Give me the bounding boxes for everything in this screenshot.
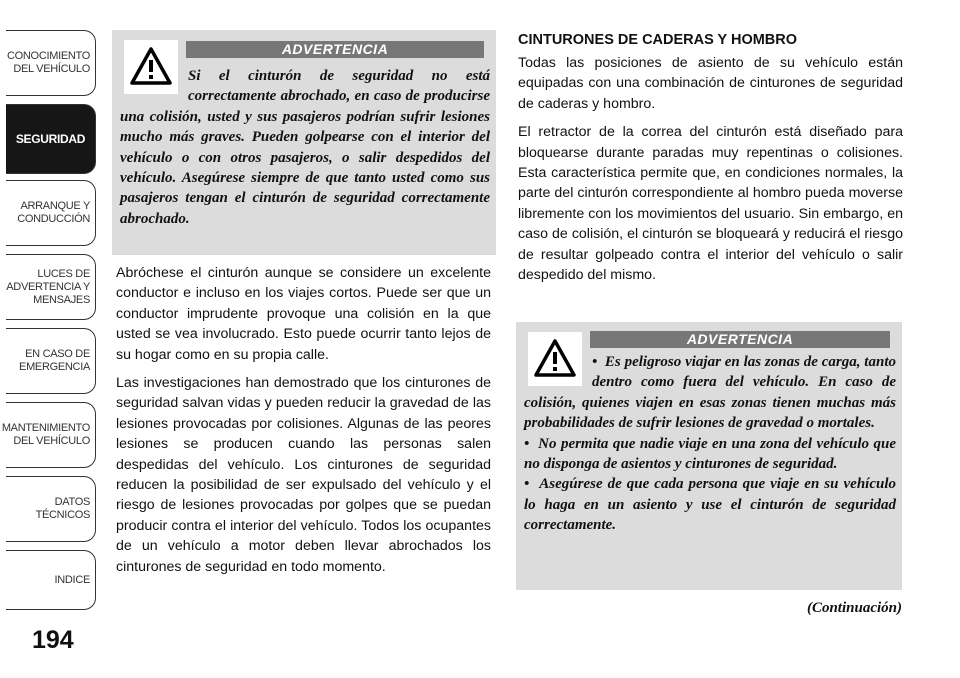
warning-bullet: • Es peligroso viajar en las zonas de carga, tanto dentro como fuera del vehículo. En caso de colisión, quienes viajen en esas zonas tienen muchas más probabilidades de sufrir lesiones de gravedad o mortales. [524, 354, 896, 432]
warning-bullet: • Asegúrese de que cada persona que viaje en su vehículo lo haga en un asiento y use el cinturón de seguridad correctamente. [524, 476, 896, 534]
tab-label: CONOCIMIENTO DEL VEHÍCULO [7, 50, 90, 75]
warning-header: ADVERTENCIA [186, 41, 484, 58]
right-body [518, 53, 903, 293]
chapter-sidebar [0, 0, 100, 678]
tab-en-caso-de-emergencia[interactable] [6, 328, 96, 394]
tab-seguridad[interactable] [6, 104, 96, 174]
paragraph: El retractor de la correa del cinturón está diseñado para bloquearse durante paradas muy repentinas o colisiones. Esta característica permite que, en condiciones normales, la parte del cinturón correspondiente al hombro pueda moverse libremente con los movimientos del usuario. Sin embargo, en caso de colisión, el cinturón se bloqueará y reducirá el riesgo de resultar golpeado contra el interior del vehículo o salir despedido del mismo. [518, 124, 903, 284]
tab-label: ARRANQUE Y CONDUCCIÓN [17, 200, 90, 225]
warning-header: ADVERTENCIA [590, 331, 890, 348]
tab-conocimiento-del-vehiculo[interactable] [6, 30, 96, 96]
tab-label: LUCES DE ADVERTENCIA Y MENSAJES [6, 267, 90, 306]
tab-luces-de-advertencia[interactable] [6, 254, 96, 320]
paragraph: Todas las posiciones de asiento de su vehículo están equipadas con una combinación de cinturones de seguridad de caderas y hombro. [518, 55, 903, 112]
continuation-note: (Continuación) [806, 600, 902, 616]
tab-indice[interactable] [6, 550, 96, 610]
tab-datos-tecnicos[interactable] [6, 476, 96, 542]
tab-label: SEGURIDAD [15, 131, 86, 146]
tab-label: DATOS TÉCNICOS [35, 496, 90, 521]
warning-box-right [516, 322, 902, 590]
warning-text [524, 352, 896, 536]
tab-arranque-y-conduccion[interactable] [6, 180, 96, 246]
warning-box-left [112, 30, 496, 255]
tab-mantenimiento[interactable] [1, 402, 96, 468]
paragraph: Abróchese el cinturón aunque se considere un excelente conductor e incluso en los viajes cortos. Puede ser que un conductor imprudente provoque una colisión en la que usted se vea involucrado. Esto puede ocurrir tanto lejos de su hogar como en su propia calle. [116, 265, 491, 363]
paragraph: Las investigaciones han demostrado que los cinturones de seguridad salvan vidas y pueden reducir la gravedad de las lesiones provocadas por colisiones. Algunas de las peores lesiones se producen cuando las personas salen despedidas del vehículo. Los cinturones de seguridad reducen la posibilidad de ser expulsado del vehículo y el riesgo de lesiones provocadas por golpes que se puedan producir contra el interior del vehículo. Todos los ocupantes de un vehículo a motor deben llevar abrochados los cinturones de seguridad en todo momento. [116, 375, 491, 575]
page-number: 194 [32, 626, 74, 654]
section-title: CINTURONES DE CADERAS Y HOMBRO [518, 32, 798, 48]
tab-label: EN CASO DE EMERGENCIA [19, 348, 90, 373]
tab-label: MANTENIMIENTO DEL VEHÍCULO [1, 422, 90, 447]
tab-label: INDICE [54, 573, 90, 586]
warning-bullet: • No permita que nadie viaje en una zona del vehículo que no disponga de asientos y cinturones de seguridad. [524, 435, 896, 473]
left-body [116, 263, 491, 585]
warning-text: Si el cinturón de seguridad no está correctamente abrochado, en caso de producirse una colisión, usted y sus pasajeros podrían sufrir lesiones mucho más graves. Pueden golpearse con el interior del vehículo o con otros pasajeros, o salir despedidos del vehículo. Asegúrese siempre de que tanto usted como sus pasajeros tengan el cinturón de seguridad correctamente abrochado. [120, 68, 490, 227]
